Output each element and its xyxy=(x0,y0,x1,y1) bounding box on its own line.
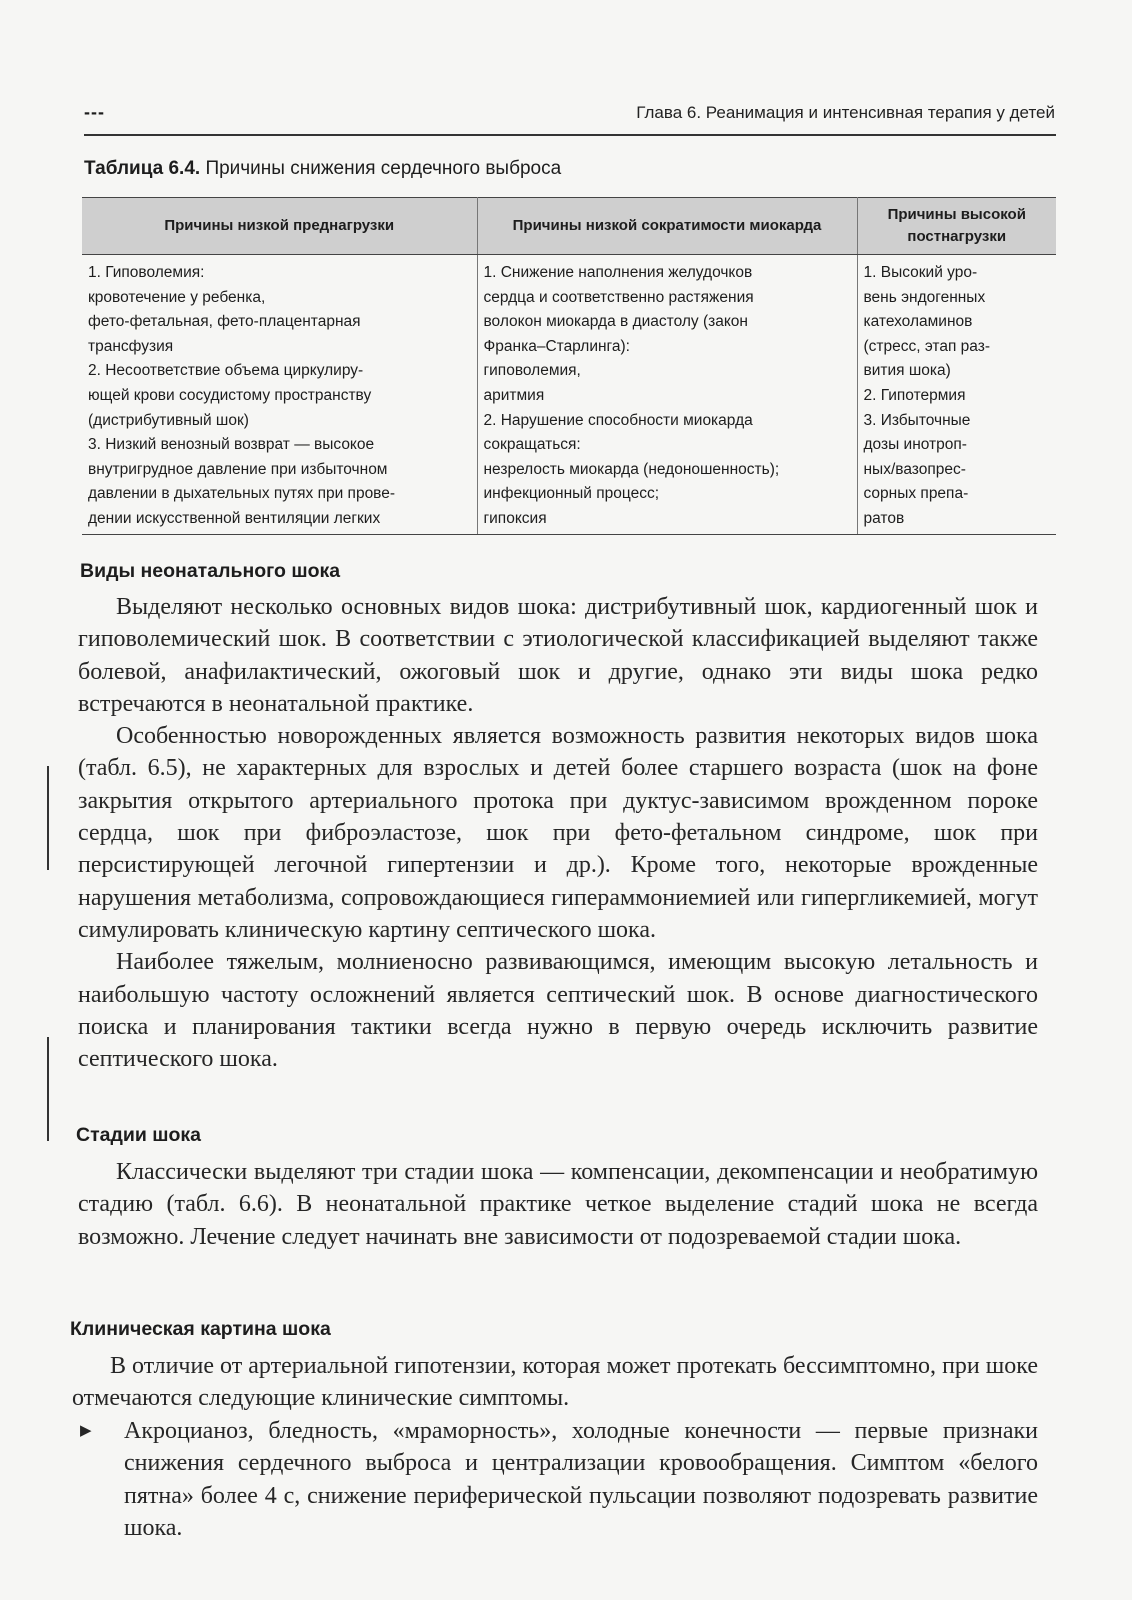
margin-bar xyxy=(47,766,49,870)
cell-low-preload xyxy=(82,255,477,535)
table-cell-line: 2. Несоответствие объема циркулиру- xyxy=(88,362,364,380)
list-item-text: Акроцианоз, бледность, «мраморность», холодные конечности — первые признаки снижения сердечного выброса и централизации кровообращения. Симптом «белого пятна» более 4 с, снижение периферической пульсации позволяют подозревать развитие шока. xyxy=(124,1418,1038,1541)
table-cell-line: 1. Гиповолемия: xyxy=(88,264,205,281)
paragraph: В отличие от артериальной гипотензии, которая может протекать бессимптомно, при шоке отмечаются следующие клинические симптомы. xyxy=(72,1353,1038,1412)
table-cell-line: аритмия xyxy=(483,386,545,404)
clinical-picture-text xyxy=(72,1350,1038,1415)
table-caption-label: Таблица 6.4. xyxy=(84,158,201,179)
paragraph: Выделяют несколько основных видов шока: дистрибутивный шок, кардиогенный шок и гиповолемический шок. В соответствии с этиологической классификацией выделяют также болевой, анафилактический, ожоговый шок и другие, однако эти виды шока редко встречаются в неонатальной практике. xyxy=(78,594,1038,717)
table-caption xyxy=(84,158,561,180)
table-cell-line: 3. Избыточные xyxy=(863,411,971,429)
col-header-low-contractility: Причины низкой сократимости миокарда xyxy=(477,198,857,255)
heading-shock-types: Виды неонатального шока xyxy=(80,560,341,582)
table-cell-line: фето-фетальная, фето-плацентарная xyxy=(88,313,361,331)
shock-types-text xyxy=(78,591,1038,1075)
paragraph: Классически выделяют три стадии шока — компенсации, декомпенсации и необратимую стадию (табл. 6.6). В неонатальной практике четкое выделение стадий шока не всегда возможно. Лечение следует начинать вне зависимости от подозреваемой стадии шока. xyxy=(78,1159,1038,1250)
paragraph: Наиболее тяжелым, молниеносно развивающимся, имеющим высокую летальность и наибольшую частоту осложнений является септический шок. В основе диагностического поиска и планирования тактики всегда нужно в первую очередь исключить развитие септического шока. xyxy=(78,949,1038,1073)
shock-stages-text xyxy=(78,1156,1038,1253)
col-header-low-preload: Причины низкой преднагрузки xyxy=(82,198,477,255)
table-caption-text: Причины снижения сердечного выброса xyxy=(200,158,562,179)
table-cell-line: катехоламинов xyxy=(863,313,973,331)
table-cell-line: незрелость миокарда (недоношенность); xyxy=(483,460,780,478)
heading-shock-stages: Стадии шока xyxy=(76,1124,202,1146)
table-cell-line: ратов xyxy=(863,509,905,527)
table-header-row xyxy=(82,198,1056,255)
table-cell-line: сорных препа- xyxy=(863,485,969,503)
bullet-icon: ▶ xyxy=(80,1423,92,1439)
header-rule xyxy=(84,134,1056,136)
list-item xyxy=(72,1415,1038,1544)
cell-high-afterload xyxy=(857,255,1056,535)
table-cell-line: гиповолемия, xyxy=(483,362,581,380)
table-cell-line: кровотечение у ребенка, xyxy=(88,288,266,306)
table-cell-line: вития шока) xyxy=(863,362,951,380)
causes-table xyxy=(82,197,1056,535)
table-cell-line: внутригрудное давление при избыточном xyxy=(88,460,388,478)
table-cell-line: гипоксия xyxy=(483,509,547,527)
table-cell-line: 2. Нарушение способности миокарда xyxy=(483,411,753,429)
table-cell-line: (стресс, этап раз- xyxy=(863,337,991,355)
table-cell-line: сокращаться: xyxy=(483,436,581,454)
table-cell-line: волокон миокарда в диастолу (закон xyxy=(483,313,748,331)
page-number: --- xyxy=(84,102,105,122)
margin-bar xyxy=(47,1037,49,1141)
table-cell-line: дозы инотроп- xyxy=(863,436,967,454)
table-cell-line: 1. Высокий уро- xyxy=(863,264,978,281)
table-cell-line: 2. Гипотермия xyxy=(863,386,966,404)
table-cell-line: ющей крови сосудистому пространству xyxy=(88,386,372,404)
table-cell-line: дении искусственной вентиляции легких xyxy=(88,509,381,527)
table-cell-line: трансфузия xyxy=(88,337,174,355)
paragraph: Особенностью новорожденных является возможность развития некоторых видов шока (табл. 6.5), не характерных для взрослых и детей более старшего возраста (шок на фоне закрытия открытого артериального протока при дуктус-зависимом врожденном пороке сердца, шок при фиброэластозе, шок при фето-фетальном синдроме, шок при персистирующей легочной гипертензии и др.). Кроме того, некоторые врожденные нарушения метаболизма, сопровождающиеся гипераммониемией или гипергликемией, могут симулировать клиническую картину септического шока. xyxy=(78,723,1038,943)
running-header: Глава 6. Реанимация и интенсивная терапия у детей xyxy=(636,103,1055,122)
table-cell-line: 3. Низкий венозный возврат — высокое xyxy=(88,436,375,454)
table-cell-line: вень эндогенных xyxy=(863,288,986,306)
table-cell-line: (дистрибутивный шок) xyxy=(88,411,249,429)
cell-low-contractility xyxy=(477,255,857,535)
clinical-symptoms-list xyxy=(72,1415,1038,1544)
table-cell-line: 1. Снижение наполнения желудочков xyxy=(483,264,753,281)
col-header-high-afterload: Причины высокой постнагрузки xyxy=(857,198,1056,255)
table-cell-line: давлении в дыхательных путях при прове- xyxy=(88,485,396,503)
table-cell-line: Франка–Старлинга): xyxy=(483,337,630,355)
table-cell-line: инфекционный процесс; xyxy=(483,485,660,503)
heading-clinical-picture: Клиническая картина шока xyxy=(70,1318,331,1340)
table-row xyxy=(82,255,1056,535)
table-cell-line: ных/вазопрес- xyxy=(863,460,966,478)
table-cell-line: сердца и соответственно растяжения xyxy=(483,288,754,306)
